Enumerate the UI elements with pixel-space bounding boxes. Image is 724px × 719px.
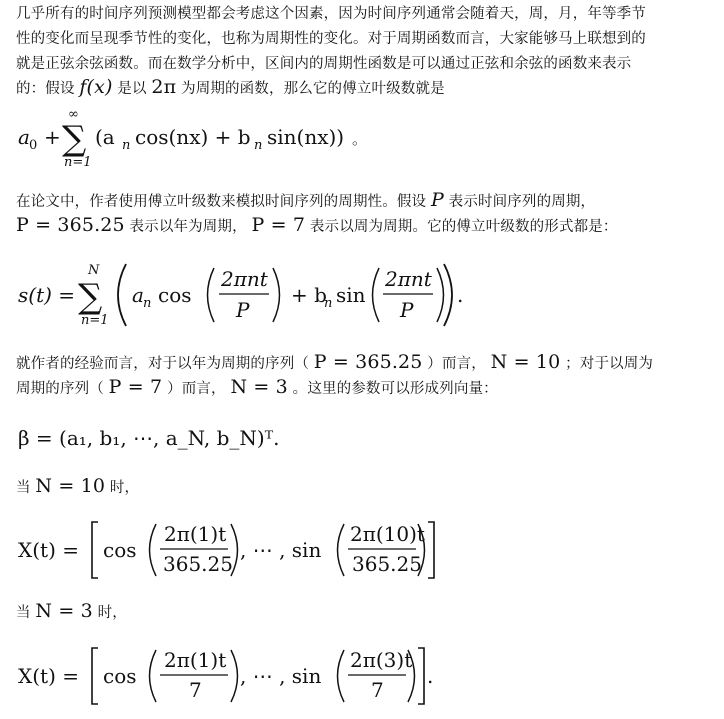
st-sin-right-paren — [437, 268, 444, 322]
fourier-plus: + — [44, 125, 61, 149]
xw-cos: cos — [103, 664, 137, 688]
st-a-sub: n — [143, 296, 152, 311]
xw-middle: , ⋯ , sin — [240, 664, 322, 688]
xy-sin-left-paren — [338, 524, 345, 576]
st-outer-left-paren — [118, 264, 126, 326]
fourier-body-open: (a — [95, 125, 115, 149]
equation-x-weekly — [18, 642, 438, 710]
math-N-10-when: N = 10 — [35, 475, 106, 497]
st-lhs: s(t) = — [18, 283, 76, 307]
intro-line-4: 的：假设 f(x) 是以 2π 为周期的函数，那么它的傅立叶级数就是 — [16, 76, 445, 98]
equation-x-yearly — [18, 516, 438, 584]
xw-cos-numerator: 2π(1)t — [164, 648, 227, 672]
xy-lhs: X(t) = — [18, 538, 79, 562]
paragraph-paper — [16, 190, 708, 240]
intro-line-1: 几乎所有的时间序列预测模型都会考虑这个因素，因为时间序列通常会随着天，周，月，年等季节 — [16, 6, 646, 22]
st-trailing-period: . — [457, 283, 464, 307]
st-cos-left-paren — [208, 268, 215, 322]
math-P-week-2: P = 7 — [108, 376, 163, 398]
xw-trailing-period: . — [427, 664, 434, 688]
paper-line-1: 在论文中，作者使用傅立叶级数来模拟时间序列的周期性。假设 P 表示时间序列的周期， — [16, 189, 596, 211]
st-b-sub: n — [324, 296, 333, 311]
st-sin-numerator: 2πnt — [385, 267, 432, 291]
math-N-10: N = 10 — [490, 351, 561, 373]
xy-left-bracket — [92, 522, 98, 578]
xw-lhs: X(t) = — [18, 664, 79, 688]
paragraph-experience — [16, 352, 708, 402]
fourier-lead: a — [18, 125, 30, 149]
fourier-sin-part: sin(nx)) — [267, 125, 345, 149]
xw-left-bracket — [92, 648, 98, 704]
fourier-sub-b: n — [254, 138, 263, 153]
st-a-term: a — [132, 283, 144, 307]
st-sum-upper: N — [88, 263, 100, 278]
when-n10-line: 当 N = 10 时， — [16, 475, 140, 497]
math-P-week: P = 7 — [251, 214, 306, 236]
math-P-year: P = 365.25 — [16, 214, 125, 236]
xw-cos-denominator: 7 — [189, 678, 202, 702]
fourier-cos-part: cos(nx) + b — [135, 125, 251, 149]
st-plus-b: + b — [291, 283, 327, 307]
fourier-trailing-period: 。 — [352, 130, 368, 148]
xy-cos: cos — [103, 538, 137, 562]
xw-sin-numerator: 2π(3)t — [350, 648, 413, 672]
st-cos-numerator: 2πnt — [221, 267, 268, 291]
experience-line-2: 周期的序列（ P = 7 ）而言， N = 3 。这里的参数可以形成列向量： — [16, 376, 498, 398]
equation-beta-vector: β = (a₁, b₁, ⋯, a_N, b_N)ᵀ. — [18, 426, 280, 450]
xw-sin-denominator: 7 — [371, 678, 384, 702]
xy-middle: , ⋯ , sin — [240, 538, 322, 562]
paper-line-2: P = 365.25 表示以年为周期， P = 7 表示以周为周期。它的傅立叶级数的形式都是： — [16, 214, 618, 236]
xy-cos-left-paren — [150, 524, 157, 576]
math-N-3-when: N = 3 — [35, 600, 93, 622]
math-P: P — [430, 189, 444, 211]
math-f-of-x: f(x) — [79, 76, 113, 98]
experience-line-1: 就作者的经验而言，对于以年为周期的序列（ P = 365.25 ）而言， N = 10 ；对于以周为 — [16, 351, 654, 373]
st-cos: cos — [158, 283, 192, 307]
st-sin-left-paren — [373, 268, 380, 322]
math-P-year-2: P = 365.25 — [313, 351, 423, 373]
xy-sin-numerator: 2π(10)t — [350, 522, 425, 546]
xy-cos-denominator: 365.25 — [163, 552, 233, 576]
st-sin-denominator: P — [400, 298, 414, 322]
st-outer-right-paren — [444, 264, 452, 326]
intro-line-2: 性的变化而呈现季节性的变化，也称为周期性的变化。对于周期函数而言，大家能够马上联想到的 — [16, 31, 646, 47]
equation-fourier-series — [18, 104, 378, 174]
paragraph-intro — [16, 2, 708, 102]
xy-sin-denominator: 365.25 — [352, 552, 422, 576]
summation-sign: ∑ — [62, 119, 87, 159]
fourier-sub-a: n — [122, 138, 131, 153]
sum-upper-infinity: ∞ — [68, 107, 79, 122]
st-sin: sin — [336, 283, 366, 307]
fourier-lead-sub: 0 — [29, 138, 38, 153]
xw-cos-right-paren — [231, 650, 238, 702]
math-two-pi: 2π — [151, 76, 177, 98]
math-N-3: N = 3 — [230, 376, 288, 398]
xw-cos-left-paren — [150, 650, 157, 702]
st-cos-right-paren — [273, 268, 280, 322]
xw-right-bracket — [418, 648, 424, 704]
st-sum-lower: n=1 — [81, 313, 109, 328]
st-cos-denominator: P — [236, 298, 250, 322]
when-n3-line: 当 N = 3 时， — [16, 600, 127, 622]
sum-lower-index: n=1 — [64, 155, 92, 170]
xw-sin-left-paren — [338, 650, 345, 702]
xy-cos-numerator: 2π(1)t — [164, 522, 227, 546]
xy-right-bracket — [428, 522, 434, 578]
st-summation-sign: ∑ — [78, 277, 103, 317]
intro-line-3: 就是正弦余弦函数。而在数学分析中，区间内的周期性函数是可以通过正弦和余弦的函数来表示 — [16, 56, 632, 72]
equation-s-of-t — [18, 258, 468, 332]
